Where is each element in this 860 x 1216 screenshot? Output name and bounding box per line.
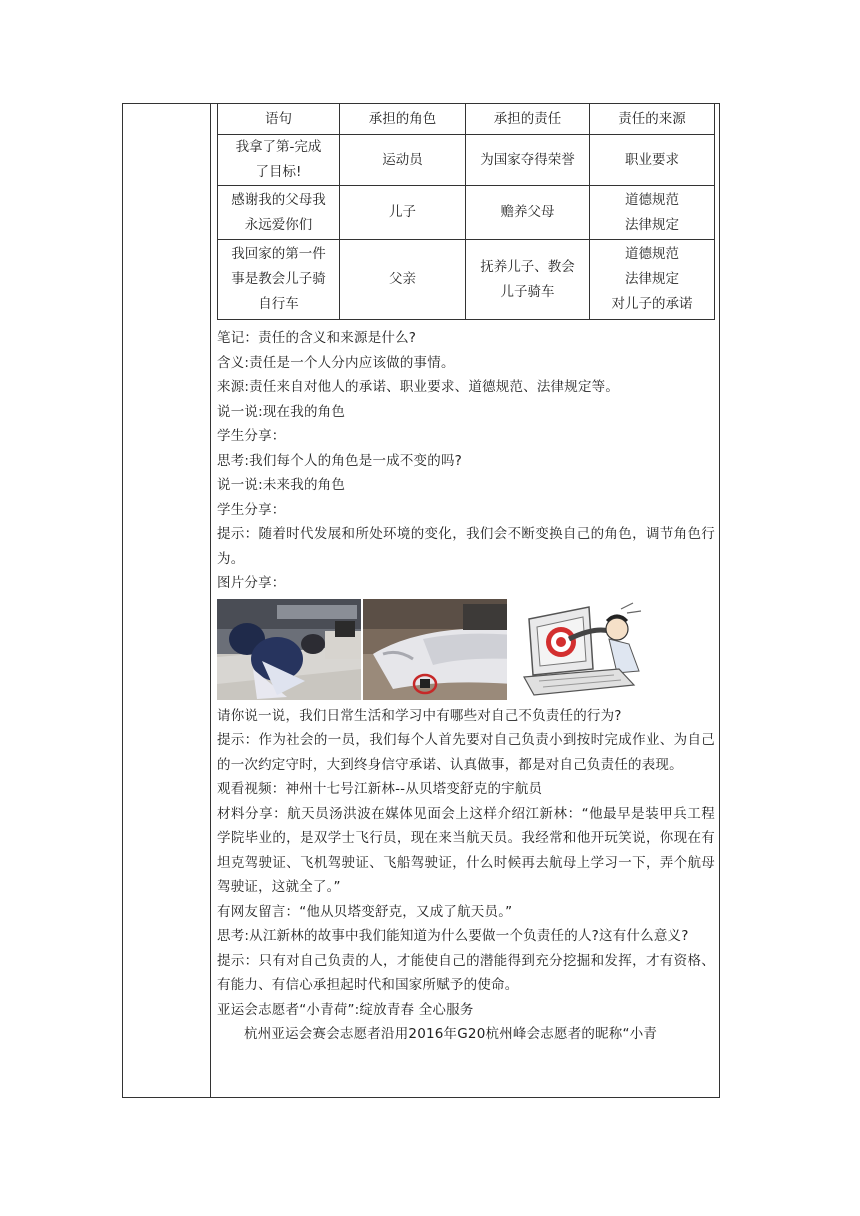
- phone-under-desk-photo: [363, 599, 507, 700]
- role-responsibility-table: [217, 103, 715, 320]
- meaning-text: 含义:责任是一个人分内应该做的事情。: [217, 354, 455, 371]
- student-share: 学生分享：: [217, 428, 286, 444]
- netizen-comment: 有网友留言：“他从贝塔变舒克，又成了航天员。”: [217, 903, 513, 920]
- table-row: [218, 135, 715, 186]
- hint-text: 提示：作为社会的一员，我们每个人首先要对自己负责小到按时完成作业、为自己的一次约定守时，大到终身信守承诺、认真做事，都是对自己负责任的表现。: [217, 732, 715, 773]
- material-share-text: 材料分享：航天员汤洪波在媒体见面会上这样介绍江新林：“他最早是装甲兵工程学院毕业的，是双学士飞行员，现在来当航天员。我经常和他开玩笑说，你现在有坦克驾驶证、飞机驾驶证、飞船驾驶证，什么时候再去航母上学习一下，弄个航母驾驶证，这就全了。”: [217, 805, 715, 895]
- asian-games-volunteer-title: 亚运会志愿者“小青荷”:绽放青春 全心服务: [217, 1001, 474, 1018]
- header-cell: 责任的来源: [590, 104, 715, 135]
- video-title: 观看视频：神州十七号江新林--从贝塔变舒克的宇航员: [217, 781, 543, 797]
- header-cell: 语句: [218, 104, 340, 135]
- sentence-cell: 我拿了第-完成 了目标!: [218, 135, 340, 186]
- lesson-content: [217, 103, 715, 1047]
- asian-games-volunteer-text: 杭州亚运会赛会志愿者沿用2016年G20杭州峰会志愿者的昵称“小青: [244, 1026, 658, 1042]
- duty-cell: 抚养儿子、教会 儿子骑车: [466, 240, 590, 320]
- source-text: 来源:责任来自对他人的承诺、职业要求、道德规范、法律规定等。: [217, 379, 620, 395]
- role-cell: 运动员: [340, 135, 466, 186]
- source-cell: 道德规范 法律规定 对儿子的承诺: [590, 240, 715, 320]
- discussion-current-role: 说一说:现在我的角色: [217, 403, 346, 420]
- picture-share-label: 图片分享：: [217, 575, 286, 591]
- header-cell: 承担的责任: [466, 104, 590, 135]
- think-question: 思考:从江新林的故事中我们能知道为什么要做一个负责任的人?这有什么意义?: [217, 928, 689, 944]
- discussion-future-role: 说一说:未来我的角色: [217, 477, 346, 493]
- hint-text: 提示：只有对自己负责的人，才能使自己的潜能得到充分挖掘和发挥，才有资格、有能力、有信心承担起时代和国家所赋予的使命。: [217, 952, 715, 993]
- sentence-cell: 感谢我的父母我 永远爱你们: [218, 186, 340, 240]
- source-cell: 道德规范 法律规定: [590, 186, 715, 240]
- source-cell: 职业要求: [590, 135, 715, 186]
- notes-question: 笔记：责任的含义和来源是什么?: [217, 330, 417, 346]
- think-question: 思考:我们每个人的角色是一成不变的吗?: [217, 452, 463, 469]
- sentence-cell: 我回家的第一件 事是教会儿子骑 自行车: [218, 240, 340, 320]
- table-row: [218, 186, 715, 240]
- table-row: [218, 240, 715, 320]
- table-header-row: [218, 104, 715, 135]
- role-cell: 父亲: [340, 240, 466, 320]
- column-divider: [210, 103, 211, 1098]
- header-cell: 承担的角色: [340, 104, 466, 135]
- discussion-question: 请你说一说，我们日常生活和学习中有哪些对自己不负责任的行为?: [217, 707, 622, 724]
- duty-cell: 赡养父母: [466, 186, 590, 240]
- classroom-sleeping-photo: [217, 599, 361, 700]
- student-share: 学生分享：: [217, 501, 286, 518]
- role-cell: 儿子: [340, 186, 466, 240]
- photo-strip: [217, 599, 715, 700]
- computer-addiction-cartoon: [509, 599, 653, 700]
- duty-cell: 为国家夺得荣誉: [466, 135, 590, 186]
- hint-text: 提示：随着时代发展和所处环境的变化，我们会不断变换自己的角色，调节角色行为。: [217, 526, 715, 567]
